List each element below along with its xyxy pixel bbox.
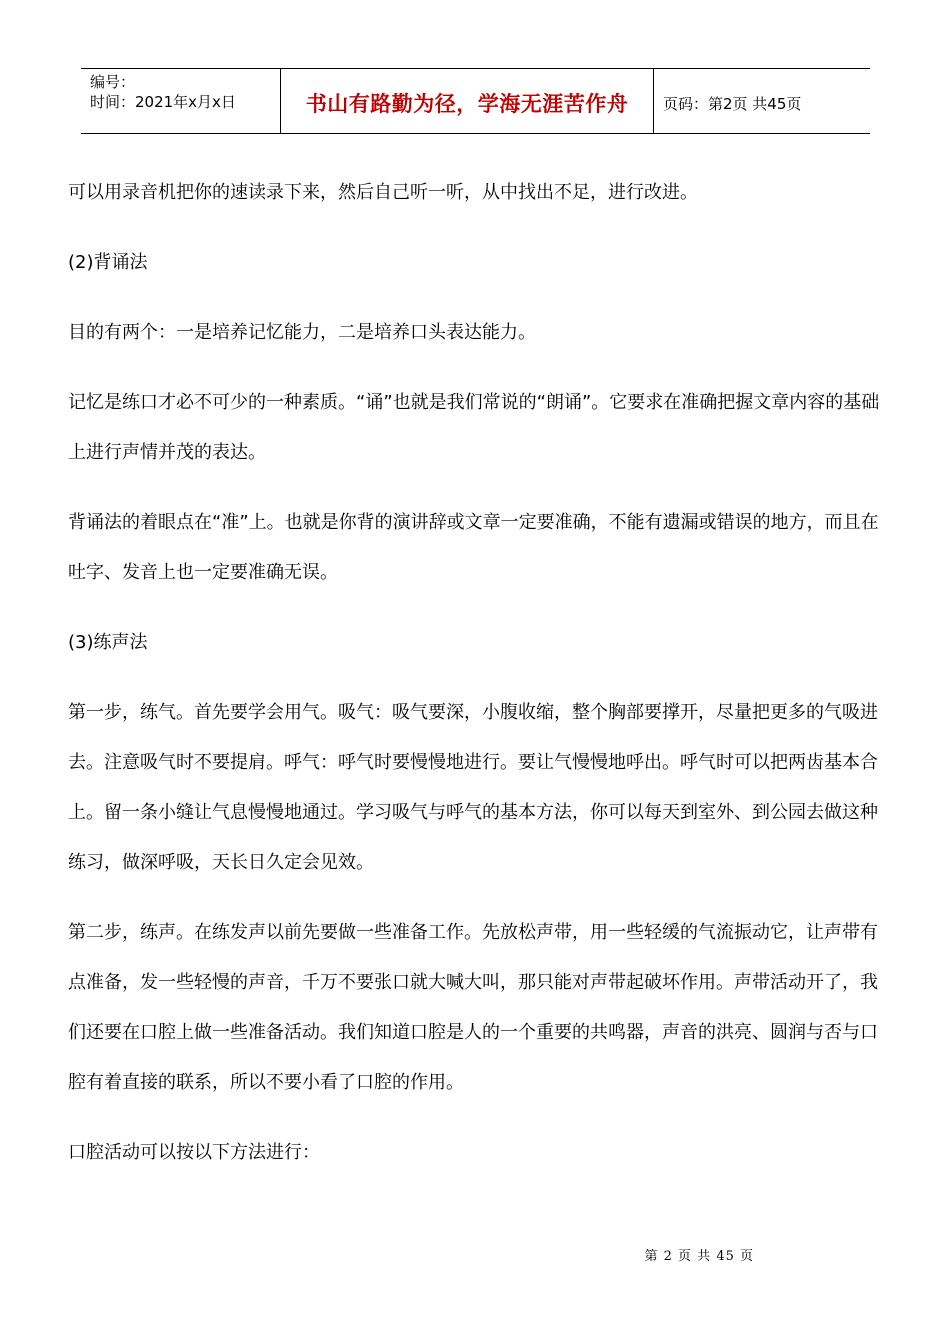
document-date: 时间：2021年x月x日 (90, 93, 236, 111)
header-meta (81, 69, 281, 133)
paragraph: 记忆是练口才必不可少的一种素质。“诵”也就是我们常说的“朗诵”。它要求在准确把握文章内容的基础上进行声情并茂的表达。 (68, 392, 880, 463)
paragraph: 可以用录音机把你的速读录下来，然后自己听一听，从中找出不足，进行改进。 (68, 182, 698, 203)
page-header (81, 68, 870, 134)
paragraph: 第二步，练声。在练发声以前先要做一些准备工作。先放松声带，用一些轻缓的气流振动它，让声带有点准备，发一些轻慢的声音，千万不要张口就大喊大叫，那只能对声带起破坏作用。声带活动开了，我们还要在口腔上做一些准备活动。我们知道口腔是人的一个重要的共鸣器，声音的洪亮、圆润与否与口腔有着直接的联系，所以不要小看了口腔的作用。 (68, 922, 878, 1093)
paragraph: 口腔活动可以按以下方法进行： (68, 1142, 320, 1163)
paragraph: 目的有两个：一是培养记忆能力，二是培养口头表达能力。 (68, 322, 536, 343)
document-number: 编号： (90, 73, 136, 91)
header-page-info: 页码：第2页 共45页 (663, 94, 802, 113)
document-body (68, 168, 886, 1178)
page-footer: 第 2 页 共 45 页 (644, 1249, 754, 1264)
paragraph: 背诵法的着眼点在“准”上。也就是你背的演讲辞或文章一定要准确，不能有遗漏或错误的地方，而且在吐字、发音上也一定要准确无误。 (68, 512, 879, 583)
section-heading: (2)背诵法 (68, 252, 148, 273)
paragraph: 第一步，练气。首先要学会用气。吸气：吸气要深，小腹收缩，整个胸部要撑开，尽量把更多的气吸进去。注意吸气时不要提肩。呼气：呼气时要慢慢地进行。要让气慢慢地呼出。呼气时可以把两齿基本合上。留一条小缝让气息慢慢地通过。学习吸气与呼气的基本方法，你可以每天到室外、到公园去做这种练习，做深呼吸，天长日久定会见效。 (68, 702, 878, 873)
section-heading: (3)练声法 (68, 632, 148, 653)
header-motto: 书山有路勤为径，学海无涯苦作舟 (281, 69, 654, 133)
